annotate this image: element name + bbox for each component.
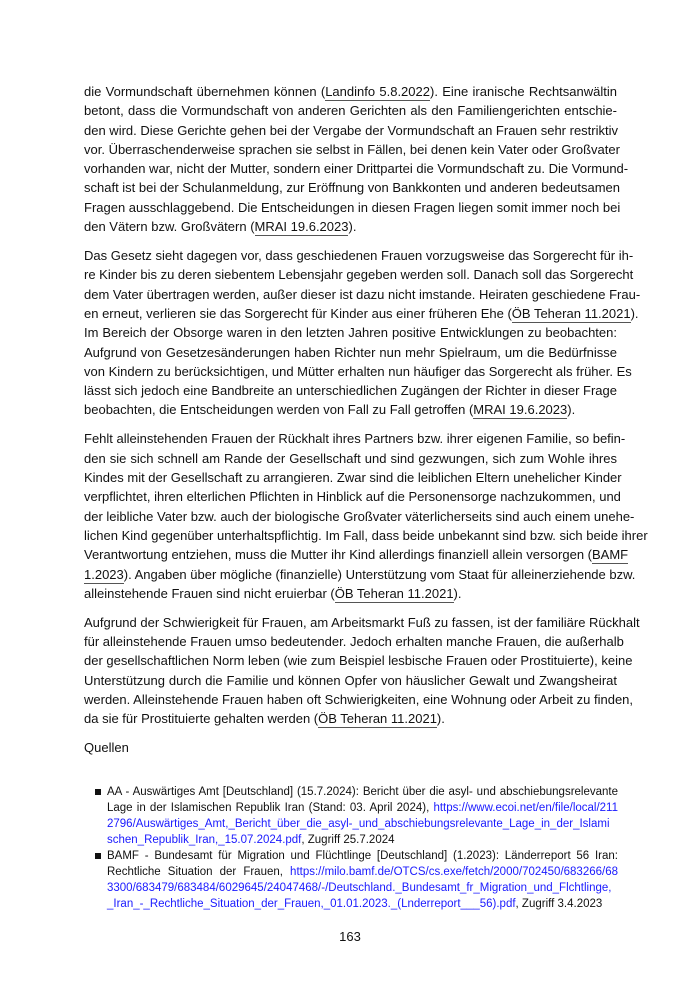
- text-line: [84, 265, 634, 284]
- text-line: [107, 832, 618, 848]
- text-line: [84, 487, 621, 506]
- text-line: [84, 429, 626, 448]
- text-span: schaft ist bei der Schulanmeldung, zur Eröffnung von Bankkonten und anderen bedeutsamen: [84, 180, 621, 196]
- paragraph: [84, 429, 648, 603]
- reference-item: [95, 784, 618, 848]
- text-line: [107, 896, 618, 912]
- text-span: BAMF - Bundesamt für Migration und Flüchtlinge [Deutschland] (1.2023): Länderreport 56 Iran:: [107, 849, 618, 862]
- text-line: [84, 709, 617, 728]
- text-span: re Kinder bis zu deren siebentem Lebensjahr gegeben werden soll. Danach soll das Sorgerecht: [84, 267, 634, 283]
- url-link[interactable]: 2796/Auswärtiges_Amt,_Bericht_über_die_asyl-_und_abschiebungsrelevante_Lage_in_der_Islami: [107, 817, 610, 830]
- text-line: [107, 800, 618, 816]
- url-link[interactable]: 3300/683479/683484/6029645/24047468/-/Deutschland._Bundesamt_fr_Migration_und_Flchtlinge,: [107, 881, 612, 894]
- text-span: ). Eine iranische Rechtsanwältin: [429, 84, 617, 99]
- sources-heading: Quellen: [84, 740, 129, 756]
- text-line: [84, 565, 636, 584]
- text-line: [84, 101, 617, 120]
- text-line: [84, 381, 617, 400]
- text-span: ).: [436, 711, 445, 727]
- text-span: Verantwortung entziehen, muss die Mutter ihr Kind allerdings finanziell allein versorgen (: [84, 547, 592, 563]
- text-span: alleinstehende Frauen sind nicht eruierbar (: [84, 585, 335, 601]
- text-line: [84, 323, 617, 342]
- text-line: [84, 613, 640, 632]
- text-span: von Kindern zu berücksichtigen, und Mütter erhalten nun häufiger das Sorgerecht als früher. Es: [84, 363, 632, 379]
- body-text: [84, 82, 648, 729]
- text-span: den wird. Diese Gerichte gehen bei der Vergabe der Vormundschaft an Frauen sehr restriktiv: [84, 122, 619, 138]
- url-link[interactable]: schen_Republik_Iran,_15.07.2024.pdf: [107, 833, 302, 846]
- paragraph: [84, 613, 640, 729]
- citation-link[interactable]: ÖB Teheran 11.2021: [511, 305, 631, 321]
- text-line: [84, 671, 617, 690]
- text-span: den Vätern bzw. Großvätern (: [84, 219, 255, 235]
- text-span: vor. Überraschenderweise sprachen sie selbst in Fällen, bei denen kein Vater oder Großvater: [84, 141, 620, 157]
- text-line: [84, 217, 617, 236]
- text-span: Das Gesetz sieht dagegen vor, dass geschiedenen Frauen vorzugsweise das Sorgerecht für ih-: [84, 248, 634, 264]
- text-line: [107, 784, 618, 800]
- citation-link[interactable]: BAMF: [592, 547, 629, 563]
- text-span: verpflichtet, ihren elterlichen Pflichten in Hinblick auf die Personensorge nachzukommen, und: [84, 489, 621, 505]
- text-line: [84, 468, 622, 487]
- text-span: betont, dass die Vormundschaft von anderen Gerichten als den Familiengerichten entschie-: [84, 103, 617, 119]
- text-span: en erneut, verlieren sie das Sorgerecht für Kinder aus einer früheren Ehe (: [84, 305, 512, 321]
- text-line: [107, 880, 618, 896]
- url-link[interactable]: _Iran_-_Rechtliche_Situation_der_Frauen,_01.01.2023._(Lnderreport___56).pdf: [107, 897, 516, 910]
- text-line: [84, 285, 641, 304]
- text-line: [84, 400, 617, 419]
- text-span: Unterstützung durch die Familie und können Opfer von häuslicher Gewalt und Zwangsheirat: [84, 672, 617, 688]
- text-line: [84, 82, 617, 101]
- text-line: [84, 362, 632, 381]
- citation-link[interactable]: MRAI 19.6.2023: [473, 402, 568, 418]
- text-line: [107, 848, 618, 864]
- citation-link[interactable]: ÖB Teheran 11.2021: [318, 711, 437, 727]
- text-line: [84, 545, 629, 564]
- reference-item: [95, 848, 618, 912]
- text-line: [84, 121, 617, 140]
- text-span: ).: [348, 219, 357, 235]
- citation-link[interactable]: ÖB Teheran 11.2021: [334, 585, 454, 601]
- reference-list: [95, 784, 618, 912]
- text-span: beobachten, die Entscheidungen werden von Fall zu Fall getroffen (: [84, 402, 474, 418]
- text-span: ). Angaben über mögliche (finanzielle) Unterstützung vom Staat für alleinerziehende bzw.: [123, 566, 636, 582]
- text-span: den sie sich schnell am Rande der Gesellschaft und sind gezwungen, sich zum Wohle ihres: [84, 450, 617, 466]
- citation-link[interactable]: 1.2023: [84, 566, 124, 582]
- text-line: [84, 632, 624, 651]
- paragraph: [84, 82, 629, 236]
- text-line: [84, 343, 617, 362]
- text-line: [84, 690, 634, 709]
- text-span: werden. Alleinstehende Frauen haben oft Schwierigkeiten, eine Wohnung oder Arbeit zu finden,: [84, 691, 634, 707]
- text-span: der gesellschaftlichen Norm leben (wie zum Beispiel lesbische Frauen oder Prostituierte), keine: [84, 653, 633, 669]
- text-span: lichen Kind gegenüber unterhaltspflichtig. Im Fall, dass beide unbekannt sind bzw. sich beide ihrer: [84, 527, 648, 543]
- text-line: [84, 507, 635, 526]
- text-line: [84, 526, 648, 545]
- text-span: Aufgrund von Gesetzesänderungen haben Richter nun mehr Spielraum, um die Bedürfnisse: [84, 344, 617, 360]
- text-span: der leibliche Vater bzw. auch der biologische Großvater väterlicherseits sind auch einem unehe-: [84, 508, 635, 524]
- text-line: [84, 584, 617, 603]
- url-link[interactable]: https://www.ecoi.net/en/file/local/211: [433, 801, 618, 814]
- paragraph: [84, 246, 641, 420]
- text-span: , Zugriff 3.4.2023: [515, 897, 603, 910]
- citation-link[interactable]: MRAI 19.6.2023: [254, 219, 349, 235]
- text-line: [107, 816, 618, 832]
- text-line: [84, 159, 629, 178]
- text-span: Im Bereich der Obsorge waren in den letzten Jahren positive Entwicklungen zu beobachten:: [84, 325, 617, 341]
- bullet-icon: [95, 853, 101, 859]
- page-content: [84, 82, 648, 912]
- text-span: AA - Auswärtiges Amt [Deutschland] (15.7.2024): Bericht über die asyl- und abschiebungsrelevante: [107, 785, 618, 798]
- citation-link[interactable]: Landinfo 5.8.2022: [325, 84, 430, 99]
- text-line: [84, 198, 621, 217]
- text-span: ).: [567, 402, 576, 418]
- text-span: vorhanden war, nicht der Mutter, sondern einer Drittpartei die Vormundschaft zu. Die Vormund-: [84, 161, 629, 177]
- text-span: Fehlt alleinstehenden Frauen der Rückhalt ihres Partners bzw. ihrer eigenen Familie, so befin-: [84, 431, 626, 447]
- text-span: dem Vater übertragen werden, außer dieser ist dazu nicht imstande. Heiraten geschiedene Frau-: [84, 286, 641, 302]
- page-number: 163: [339, 929, 361, 944]
- text-span: da sie für Prostituierte gehalten werden (: [84, 711, 319, 727]
- text-span: Aufgrund der Schwierigkeit für Frauen, am Arbeitsmarkt Fuß zu fassen, ist der familiäre Rückhalt: [84, 614, 640, 630]
- text-line: [84, 246, 634, 265]
- text-span: ).: [630, 305, 639, 321]
- text-line: [84, 304, 639, 323]
- text-line: [84, 140, 620, 159]
- text-span: die Vormundschaft übernehmen können (: [84, 84, 326, 99]
- url-link[interactable]: https://milo.bamf.de/OTCS/cs.exe/fetch/2000/702450/683266/68: [290, 865, 618, 878]
- bullet-icon: [95, 789, 101, 795]
- text-span: Rechtliche Situation der Frauen,: [107, 865, 291, 878]
- text-span: Fragen ausschlaggebend. Die Entscheidungen in diesen Fragen liegen somit immer noch bei: [84, 199, 621, 215]
- text-span: für alleinstehende Frauen umso bedeutender. Jedoch erhalten manche Frauen, die außerhalb: [84, 634, 624, 650]
- text-span: , Zugriff 25.7.2024: [301, 833, 395, 846]
- text-line: [107, 864, 618, 880]
- text-span: Lage in der Islamischen Republik Iran (Stand: 03. April 2024),: [107, 801, 434, 814]
- text-span: Kindes mit der Gesellschaft zu arrangieren. Zwar sind die leiblichen Eltern unehelicher Kinder: [84, 470, 622, 486]
- text-span: ).: [453, 585, 462, 601]
- text-line: [84, 651, 633, 670]
- text-span: lässt sich jedoch eine Bandbreite an unterschiedlichen Zugängen der Richter in dieser Frage: [84, 383, 617, 399]
- text-line: [84, 449, 617, 468]
- text-line: [84, 178, 621, 197]
